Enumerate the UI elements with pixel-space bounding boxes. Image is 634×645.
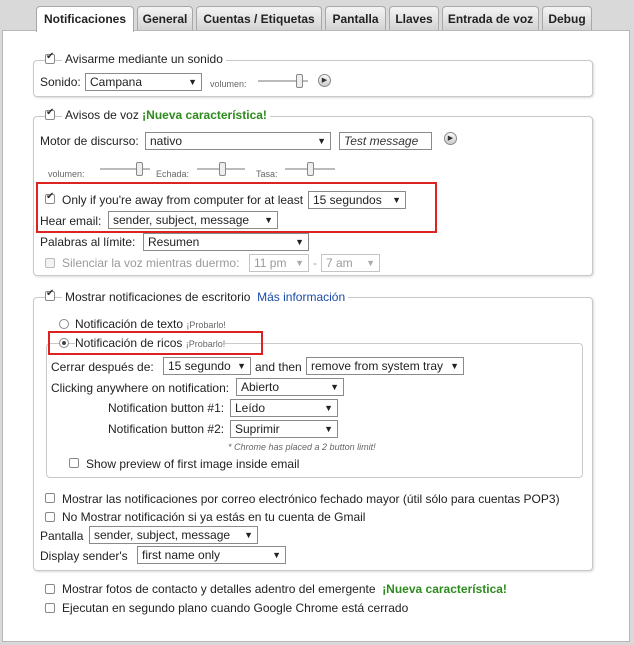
then-action-select[interactable]: remove from system tray ▼	[306, 357, 464, 375]
click-anywhere-select[interactable]: Abierto ▼	[236, 378, 344, 396]
play-icon[interactable]: ▶	[444, 132, 457, 145]
preview-label: Show preview of first image inside email	[86, 457, 300, 471]
desktop-checkbox[interactable]	[45, 291, 55, 301]
tab-general[interactable]: General	[137, 6, 193, 30]
photos-new-badge: ¡Nueva característica!	[382, 582, 507, 596]
button2-label: Notification button #2:	[108, 422, 225, 436]
tab-debug[interactable]: Debug	[542, 6, 592, 30]
voice-title: Avisos de voz ¡Nueva característica!	[62, 108, 270, 122]
voice-checkbox[interactable]	[45, 110, 55, 120]
notify-sound-checkbox[interactable]	[45, 54, 55, 64]
click-anywhere-label: Clicking anywhere on notification:	[51, 381, 230, 395]
sleep-label: Silenciar la voz mientras duermo:	[62, 256, 240, 270]
rate-label: Tasa:	[256, 169, 278, 179]
away-label: Only if you're away from computer for at least	[62, 193, 304, 207]
rich-notification-radio[interactable]	[59, 338, 69, 348]
sleep-to-select[interactable]: 7 am ▼	[321, 254, 380, 272]
sound-label: Sonido:	[40, 75, 81, 89]
desktop-title: Mostrar notificaciones de escritorio Más información	[62, 290, 348, 304]
pitch-slider[interactable]	[197, 162, 245, 176]
no-show-label: No Mostrar notificación si ya estás en tu cuenta de Gmail	[62, 510, 366, 524]
close-after-label: Cerrar después de:	[51, 360, 154, 374]
hear-email-label: Hear email:	[40, 214, 102, 228]
tab-pantalla[interactable]: Pantalla	[325, 6, 386, 30]
tab-llaves[interactable]: Llaves	[389, 6, 439, 30]
display-sender-select[interactable]: first name only ▼	[137, 546, 286, 564]
sleep-checkbox[interactable]	[45, 258, 55, 268]
background-run-label: Ejecutan en segundo plano cuando Google Chrome está cerrado	[62, 601, 409, 615]
text-notification-radio[interactable]	[59, 319, 69, 329]
play-icon[interactable]: ▶	[318, 74, 331, 87]
button1-select[interactable]: Leído ▼	[230, 399, 338, 417]
try-rich-link[interactable]: ¡Probarlo!	[185, 339, 226, 349]
and-then-label: and then	[255, 360, 302, 374]
button2-select[interactable]: Suprimir ▼	[230, 420, 338, 438]
contact-photos-label: Mostrar fotos de contacto y detalles adentro del emergente ¡Nueva característica!	[62, 582, 507, 596]
tab-entrada-de-voz[interactable]: Entrada de voz	[442, 6, 539, 30]
rich-notification-label: Notificación de ricos ¡Probarlo!	[75, 336, 226, 350]
older-emails-label: Mostrar las notificaciones por correo electrónico fechado mayor (útil sólo para cuentas POP3)	[62, 492, 560, 506]
pitch-label: Echada:	[156, 169, 190, 179]
screen-label: Pantalla	[40, 529, 84, 543]
word-limit-select[interactable]: Resumen ▼	[143, 233, 309, 251]
background-run-checkbox[interactable]	[45, 603, 55, 613]
display-sender-label: Display sender's	[40, 549, 128, 563]
sound-volume-slider[interactable]	[258, 74, 308, 88]
rate-slider[interactable]	[285, 162, 335, 176]
try-text-link[interactable]: ¡Probarlo!	[186, 320, 226, 330]
chrome-limit-note: * Chrome has placed a 2 button limit!	[228, 442, 376, 452]
sleep-separator: -	[313, 256, 317, 270]
sound-select[interactable]: Campana ▼	[85, 73, 202, 91]
screen-select[interactable]: sender, subject, message ▼	[89, 526, 258, 544]
tab-notificaciones[interactable]: Notificaciones	[36, 6, 134, 32]
sound-volume-label: volumen:	[210, 79, 247, 89]
preview-checkbox[interactable]	[69, 458, 79, 468]
text-notification-label: Notificación de texto ¡Probarlo!	[75, 317, 226, 331]
tab-cuentas-etiquetas[interactable]: Cuentas / Etiquetas	[196, 6, 322, 30]
engine-select[interactable]: nativo ▼	[145, 132, 331, 150]
word-limit-label: Palabras al límite:	[40, 235, 136, 249]
voice-new-badge: ¡Nueva característica!	[142, 108, 267, 122]
away-select[interactable]: 15 segundos ▼	[308, 191, 406, 209]
close-after-select[interactable]: 15 segundo ▼	[163, 357, 251, 375]
button1-label: Notification button #1:	[108, 401, 225, 415]
no-show-checkbox[interactable]	[45, 512, 55, 522]
voice-volume-label: volumen:	[48, 169, 85, 179]
test-message-input[interactable]: Test message	[339, 132, 432, 150]
voice-volume-slider[interactable]	[100, 162, 150, 176]
more-info-link[interactable]: Más información	[257, 290, 346, 304]
sleep-from-select[interactable]: 11 pm ▼	[249, 254, 309, 272]
engine-label: Motor de discurso:	[40, 134, 139, 148]
away-checkbox[interactable]	[45, 194, 55, 204]
notify-sound-label: Avisarme mediante un sonido	[62, 52, 226, 66]
contact-photos-checkbox[interactable]	[45, 584, 55, 594]
older-emails-checkbox[interactable]	[45, 493, 55, 503]
hear-email-select[interactable]: sender, subject, message ▼	[108, 211, 278, 229]
